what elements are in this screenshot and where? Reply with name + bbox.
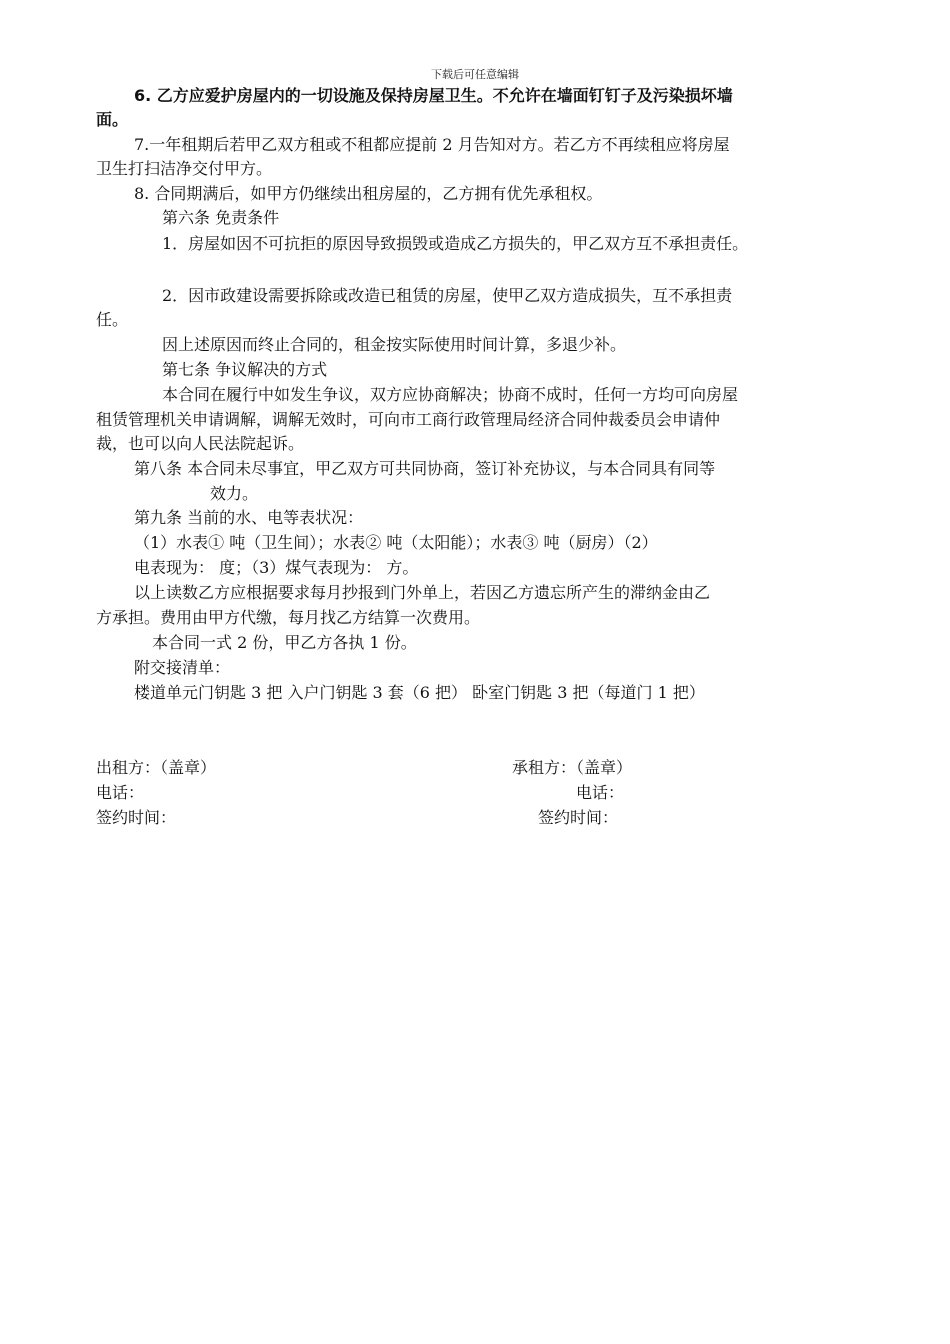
clause5-item7-line1: 7.一年租期后若甲乙双方租或不租都应提前 2 月告知对方。若乙方不再续租应将房屋 [134,135,730,154]
clause6-item2-line2: 任。 [96,310,129,329]
clause9-line3: 以上读数乙方应根据要求每月抄报到门外单上，若因乙方遗忘所产生的滞纳金由乙 [134,583,711,602]
clause7-line2: 租赁管理机关申请调解，调解无效时，可向市工商行政管理局经济合同仲裁委员会申请仲 [96,410,721,429]
copies-statement: 本合同一式 2 份，甲乙方各执 1 份。 [152,633,417,652]
lessee-date-label: 签约时间： [538,808,619,827]
clause9-line1: （1）水表① 吨（卫生间）；水表② 吨（太阳能）；水表③ 吨（厨房）（2） [134,533,658,552]
lessor-label: 出租方：（盖章） [96,758,217,777]
clause7-line1: 本合同在履行中如发生争议，双方应协商解决；协商不成时，任何一方均可向房屋 [162,385,739,404]
clause6-item1: 1．房屋如因不可抗拒的原因导致损毁或造成乙方损失的，甲乙双方互不承担责任。 [162,234,749,253]
handover-heading: 附交接清单： [134,658,231,677]
lessor-phone-label: 电话： [96,783,145,802]
clause7-line3: 裁，也可以向人民法院起诉。 [96,434,305,453]
clause9-heading: 第九条 当前的水、电等表状况： [134,508,364,527]
clause8-line2: 效力。 [210,484,259,503]
lessee-label: 承租方：（盖章） [512,758,633,777]
clause8-line1: 第八条 本合同未尽事宜，甲乙双方可共同协商，签订补充协议，与本合同具有同等 [134,459,716,478]
clause7-heading: 第七条 争议解决的方式 [162,360,328,379]
clause5-item6-line2: 面。 [96,110,129,129]
handover-items: 楼道单元门钥匙 3 把 入户门钥匙 3 套（6 把） 卧室门钥匙 3 把（每道门 1 把） [134,683,705,702]
clause6-item2-line1: 2．因市政建设需要拆除或改造已租赁的房屋，使甲乙双方造成损失，互不承担责 [162,286,733,305]
clause5-item8: 8. 合同期满后，如甲方仍继续出租房屋的，乙方拥有优先承租权。 [134,184,603,203]
clause6-heading: 第六条 免责条件 [162,208,280,227]
lessee-phone-label: 电话： [576,783,625,802]
clause9-line2: 电表现为： 度；（3）煤气表现为： 方。 [134,558,419,577]
clause5-item7-line2: 卫生打扫洁净交付甲方。 [96,159,273,178]
lessor-date-label: 签约时间： [96,808,177,827]
clause9-line4: 方承担。费用由甲方代缴，每月找乙方结算一次费用。 [96,608,481,627]
clause5-item6-line1: 6. 乙方应爱护房屋内的一切设施及保持房屋卫生。不允许在墙面钉钉子及污染损坏墙 [134,86,733,105]
clause6-note: 因上述原因而终止合同的，租金按实际使用时间计算，多退少补。 [162,335,627,354]
page-header: 下载后可任意编辑 [431,68,519,81]
